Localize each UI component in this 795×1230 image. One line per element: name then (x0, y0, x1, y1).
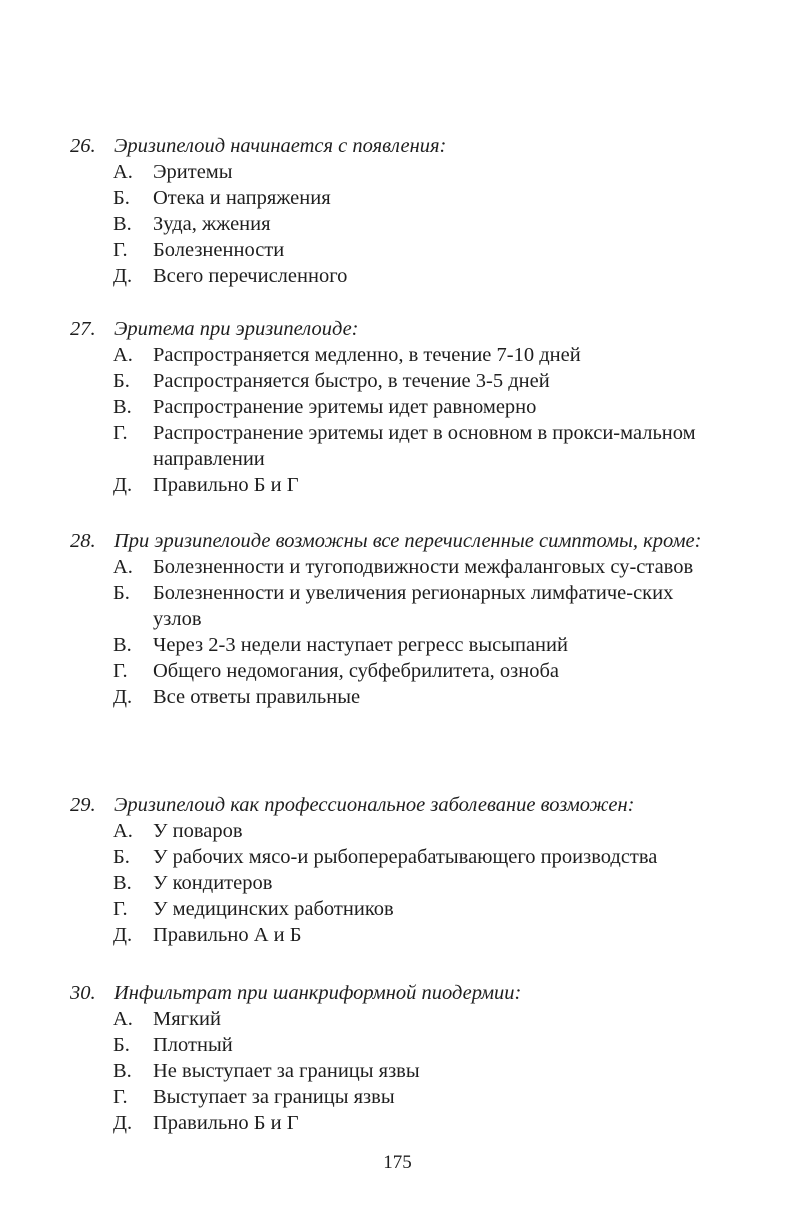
question-heading (70, 316, 750, 342)
option-text: Выступает за границы язвы (153, 1086, 395, 1108)
option-text: Распространение эритемы идет в основном в прокси-мальном направлении (153, 422, 696, 470)
answer-option (113, 658, 750, 684)
option-text: Распространяется быстро, в течение 3-5 дней (153, 370, 550, 392)
option-letter: Д. (113, 265, 133, 287)
option-text: Плотный (153, 1034, 233, 1056)
option-letter: А. (113, 556, 133, 578)
option-letter: Д. (113, 924, 133, 946)
question-text: Эритема при эризипелоиде: (114, 318, 359, 340)
answer-option (113, 368, 750, 394)
question-30 (70, 980, 750, 1136)
option-text: Через 2-3 недели наступает регресс высыпаний (153, 634, 568, 656)
question-heading (70, 980, 750, 1006)
option-letter: Г. (113, 422, 128, 444)
option-text: Все ответы правильные (153, 686, 361, 708)
option-letter: В. (113, 634, 132, 656)
answer-option (113, 632, 750, 658)
answer-option (113, 159, 750, 185)
option-letter: В. (113, 213, 132, 235)
option-letter: Г. (113, 660, 128, 682)
option-letter: А. (113, 161, 133, 183)
answer-option (113, 472, 750, 498)
option-letter: Г. (113, 1086, 128, 1108)
option-letter: Г. (113, 239, 128, 261)
option-letter: Д. (113, 686, 133, 708)
answer-option (113, 554, 750, 580)
answer-option (113, 580, 750, 632)
answer-option (113, 1032, 750, 1058)
option-text: Распространение эритемы идет равномерно (153, 396, 537, 418)
option-text: Зуда, жжения (153, 213, 271, 235)
option-letter: Б. (113, 370, 130, 392)
question-text: Эризипелоид начинается с появления: (114, 135, 447, 157)
answer-option (113, 263, 750, 289)
option-text: Общего недомогания, субфебрилитета, озноба (153, 660, 560, 682)
answer-option (113, 1084, 750, 1110)
option-text: Болезненности (153, 239, 285, 261)
option-text: Эритемы (153, 161, 233, 183)
answer-option (113, 844, 750, 870)
question-number: 28. (70, 530, 96, 552)
answer-option (113, 420, 750, 472)
option-letter: Б. (113, 582, 130, 604)
answer-option (113, 342, 750, 368)
option-text: Мягкий (153, 1008, 221, 1030)
option-text: У рабочих мясо-и рыбоперерабатывающего производства (153, 846, 658, 868)
answer-option (113, 922, 750, 948)
option-text: Распространяется медленно, в течение 7-10 дней (153, 344, 581, 366)
option-text: У кондитеров (153, 872, 273, 894)
question-28 (70, 528, 750, 710)
option-text: Правильно Б и Г (153, 474, 299, 496)
option-letter: А. (113, 1008, 133, 1030)
option-text: Правильно Б и Г (153, 1112, 299, 1134)
answer-option (113, 818, 750, 844)
question-number: 30. (70, 982, 96, 1004)
question-number: 26. (70, 135, 96, 157)
answer-option (113, 1058, 750, 1084)
option-letter: В. (113, 396, 132, 418)
option-letter: Г. (113, 898, 128, 920)
answer-option (113, 1006, 750, 1032)
option-letter: Б. (113, 1034, 130, 1056)
page-number: 175 (383, 1152, 412, 1173)
question-27 (70, 316, 750, 498)
option-text: Не выступает за границы язвы (153, 1060, 420, 1082)
question-number: 29. (70, 794, 96, 816)
question-text: Инфильтрат при шанкриформной пиодермии: (114, 982, 522, 1004)
question-text: Эризипелоид как профессиональное заболевание возможен: (114, 794, 635, 816)
option-text: Всего перечисленного (153, 265, 348, 287)
answer-option (113, 394, 750, 420)
option-letter: А. (113, 344, 133, 366)
option-letter: А. (113, 820, 133, 842)
question-heading (70, 133, 750, 159)
answer-option (113, 896, 750, 922)
answer-option (113, 211, 750, 237)
option-text: Болезненности и увеличения регионарных лимфатиче-ских узлов (153, 582, 674, 630)
question-heading (70, 792, 750, 818)
question-29 (70, 792, 750, 948)
answer-option (113, 185, 750, 211)
option-letter: Д. (113, 1112, 133, 1134)
option-text: Правильно А и Б (153, 924, 302, 946)
option-text: У поваров (153, 820, 243, 842)
option-text: У медицинских работников (153, 898, 394, 920)
answer-option (113, 237, 750, 263)
answer-option (113, 684, 750, 710)
answer-option (113, 1110, 750, 1136)
question-text: При эризипелоиде возможны все перечисленные симптомы, кроме: (114, 530, 702, 552)
option-text: Болезненности и тугоподвижности межфаланговых су-ставов (153, 556, 694, 578)
option-letter: В. (113, 1060, 132, 1082)
option-letter: Б. (113, 846, 130, 868)
option-text: Отека и напряжения (153, 187, 331, 209)
option-letter: Д. (113, 474, 133, 496)
answer-option (113, 870, 750, 896)
option-letter: В. (113, 872, 132, 894)
question-number: 27. (70, 318, 96, 340)
option-letter: Б. (113, 187, 130, 209)
question-heading (70, 528, 750, 554)
question-26 (70, 133, 750, 289)
